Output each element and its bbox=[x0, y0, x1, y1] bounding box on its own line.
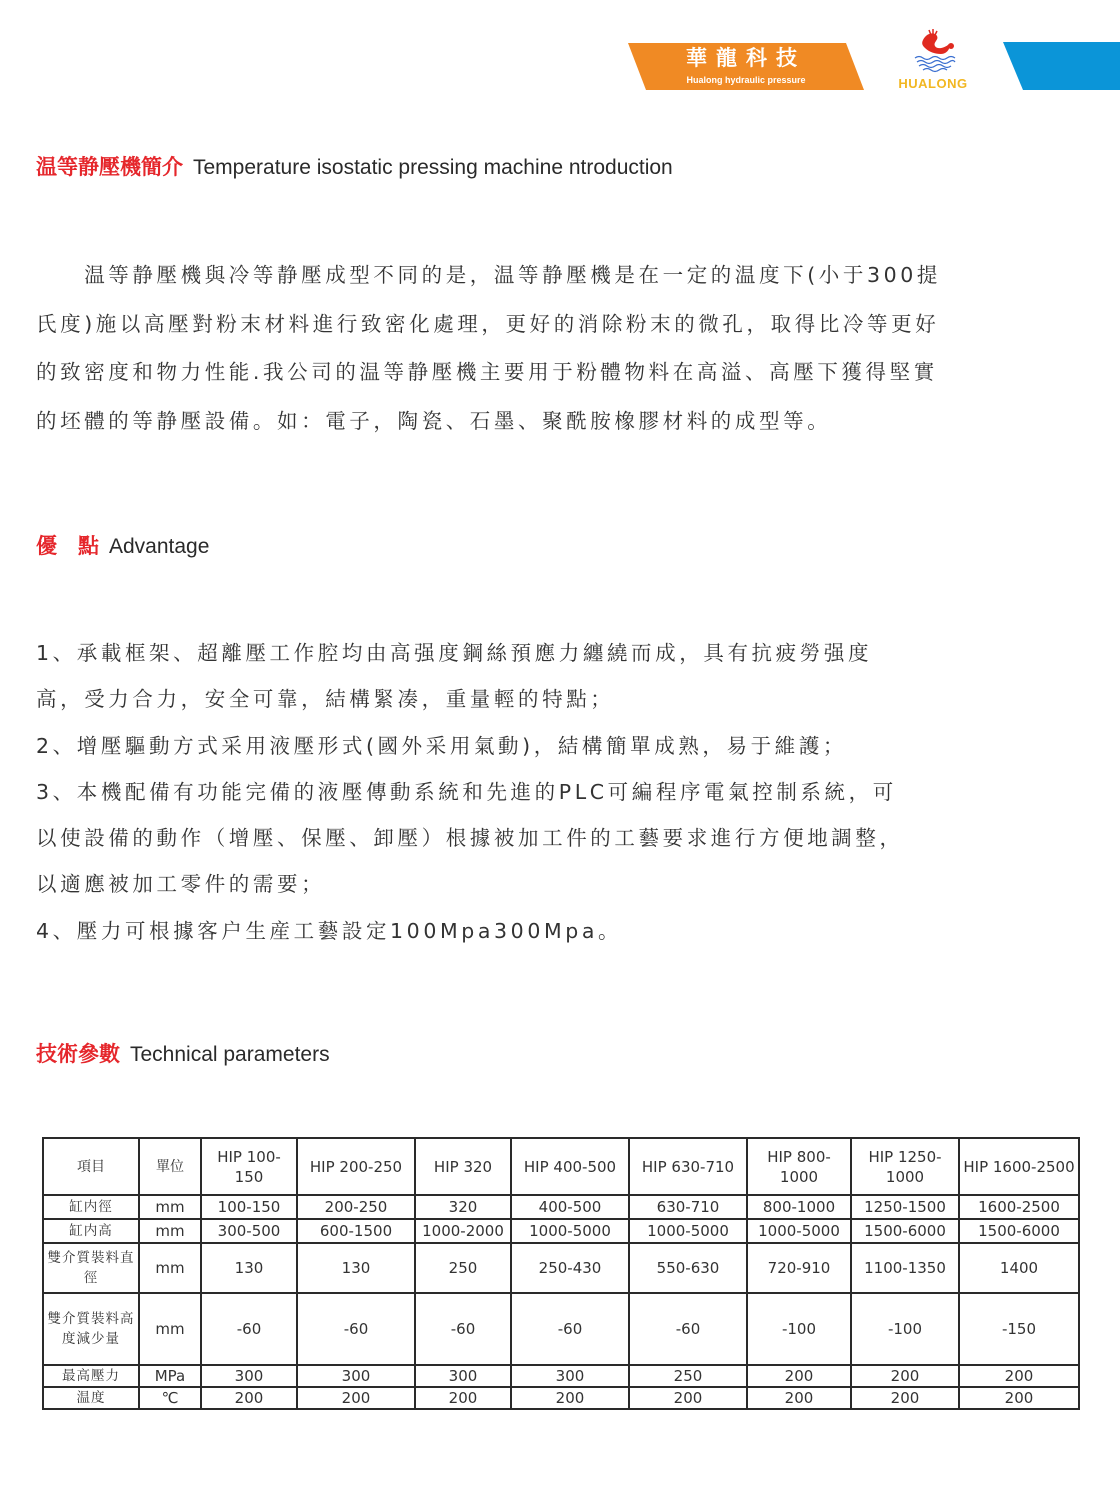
table-row bbox=[43, 1243, 1079, 1293]
intro-title-cn: 温等静壓機簡介 bbox=[36, 155, 183, 179]
row-label-cell: 温度 bbox=[43, 1387, 139, 1409]
value-cell: 200 bbox=[747, 1387, 851, 1409]
unit-cell: MPa bbox=[139, 1365, 201, 1387]
value-cell: 200 bbox=[747, 1365, 851, 1387]
value-cell: 200 bbox=[959, 1365, 1079, 1387]
value-cell: 1000-5000 bbox=[747, 1219, 851, 1243]
value-cell: 1600-2500 bbox=[959, 1195, 1079, 1219]
brand-name-en: Hualong hydraulic pressure bbox=[686, 75, 806, 85]
intro-heading bbox=[36, 153, 673, 182]
value-cell: 800-1000 bbox=[747, 1195, 851, 1219]
value-cell: 100-150 bbox=[201, 1195, 297, 1219]
table-body bbox=[43, 1195, 1079, 1409]
advantage-line: 1、承載框架、超離壓工作腔均由高强度鋼絲預應力纏繞而成，具有抗疲勞强度 bbox=[36, 641, 873, 665]
advantage-line: 3、本機配備有功能完備的液壓傳動系統和先進的PLC可編程序電氣控制系統，可 bbox=[36, 779, 897, 804]
header-cell: HIP 400-500 bbox=[511, 1138, 629, 1195]
advantage-line: 以使設備的動作（增壓、保壓、卸壓）根據被加工件的工藝要求進行方便地調整， bbox=[36, 826, 904, 851]
value-cell: 1400 bbox=[959, 1243, 1079, 1293]
dragon-logo-icon bbox=[893, 26, 973, 74]
value-cell: 200 bbox=[201, 1387, 297, 1409]
value-cell: 1100-1350 bbox=[851, 1243, 959, 1293]
params-heading bbox=[36, 1040, 330, 1069]
hualong-logo bbox=[893, 26, 973, 96]
logo-text: HUALONG bbox=[898, 76, 968, 91]
value-cell: 200-250 bbox=[297, 1195, 415, 1219]
value-cell: -100 bbox=[747, 1293, 851, 1365]
table-header-row bbox=[43, 1138, 1079, 1195]
row-label-cell: 缸内高 bbox=[43, 1219, 139, 1243]
header-cell: 單位 bbox=[139, 1138, 201, 1195]
row-label-cell: 最高壓力 bbox=[43, 1365, 139, 1387]
technical-parameters-table bbox=[42, 1137, 1080, 1410]
advantage-title-en: Advantage bbox=[109, 535, 210, 558]
value-cell: 400-500 bbox=[511, 1195, 629, 1219]
blue-banner-shape bbox=[1003, 42, 1120, 90]
advantage-list bbox=[36, 630, 1096, 954]
value-cell: -150 bbox=[959, 1293, 1079, 1365]
intro-line: 氏度)施以高壓對粉末材料進行致密化處理，更好的消除粉末的微孔，取得比冷等更好 bbox=[36, 311, 940, 336]
value-cell: 300 bbox=[511, 1365, 629, 1387]
table-row bbox=[43, 1387, 1079, 1409]
intro-line: 温等静壓機與冷等静壓成型不同的是，温等静壓機是在一定的温度下(小于300提 bbox=[36, 263, 942, 287]
unit-cell: mm bbox=[139, 1219, 201, 1243]
unit-cell: mm bbox=[139, 1293, 201, 1365]
table-row bbox=[43, 1195, 1079, 1219]
header-cell: HIP 100-150 bbox=[201, 1138, 297, 1195]
value-cell: -60 bbox=[201, 1293, 297, 1365]
header-cell: HIP 800-1000 bbox=[747, 1138, 851, 1195]
advantage-heading bbox=[36, 532, 209, 561]
intro-line: 的致密度和物力性能.我公司的温等静壓機主要用于粉體物料在高溢、高壓下獲得堅實 bbox=[36, 360, 938, 384]
value-cell: 200 bbox=[959, 1387, 1079, 1409]
header-cell: 項目 bbox=[43, 1138, 139, 1195]
blue-banner bbox=[1003, 42, 1120, 90]
value-cell: -60 bbox=[415, 1293, 511, 1365]
value-cell: 200 bbox=[851, 1365, 959, 1387]
value-cell: 200 bbox=[629, 1387, 747, 1409]
value-cell: 200 bbox=[415, 1387, 511, 1409]
row-label-cell: 雙介質裝料直徑 bbox=[43, 1243, 139, 1293]
row-label-cell: 雙介質裝料高度減少量 bbox=[43, 1293, 139, 1365]
header-cell: HIP 320 bbox=[415, 1138, 511, 1195]
intro-paragraph bbox=[36, 251, 1096, 445]
intro-title-en: Temperature isostatic pressing machine ntroduction bbox=[193, 156, 673, 179]
value-cell: 200 bbox=[511, 1387, 629, 1409]
value-cell: 300 bbox=[297, 1365, 415, 1387]
intro-line: 的坯體的等静壓設備。如：電子，陶瓷、石墨、聚酰胺橡膠材料的成型等。 bbox=[36, 408, 832, 433]
value-cell: 630-710 bbox=[629, 1195, 747, 1219]
unit-cell: ℃ bbox=[139, 1387, 201, 1409]
advantage-line: 2、增壓驅動方式采用液壓形式(國外采用氣動)，結構簡單成熟，易于維護； bbox=[36, 733, 848, 758]
params-title-cn: 技術參數 bbox=[36, 1042, 120, 1066]
advantage-line: 高，受力合力，安全可靠，結構緊凑，重量輕的特點； bbox=[36, 687, 615, 712]
advantage-line: 以適應被加工零件的需要； bbox=[36, 872, 326, 897]
value-cell: 720-910 bbox=[747, 1243, 851, 1293]
value-cell: 300-500 bbox=[201, 1219, 297, 1243]
table-row bbox=[43, 1293, 1079, 1365]
value-cell: 200 bbox=[851, 1387, 959, 1409]
header-cell: HIP 630-710 bbox=[629, 1138, 747, 1195]
value-cell: -100 bbox=[851, 1293, 959, 1365]
row-label-cell: 缸内徑 bbox=[43, 1195, 139, 1219]
header-cell: HIP 1600-2500 bbox=[959, 1138, 1079, 1195]
header-cell: HIP 200-250 bbox=[297, 1138, 415, 1195]
value-cell: 250 bbox=[415, 1243, 511, 1293]
value-cell: -60 bbox=[629, 1293, 747, 1365]
table-row bbox=[43, 1219, 1079, 1243]
header-cell: HIP 1250-1000 bbox=[851, 1138, 959, 1195]
value-cell: 300 bbox=[415, 1365, 511, 1387]
value-cell: 1000-5000 bbox=[511, 1219, 629, 1243]
value-cell: 250 bbox=[629, 1365, 747, 1387]
value-cell: -60 bbox=[511, 1293, 629, 1365]
value-cell: 320 bbox=[415, 1195, 511, 1219]
params-title-en: Technical parameters bbox=[130, 1043, 330, 1066]
value-cell: 300 bbox=[201, 1365, 297, 1387]
value-cell: 1500-6000 bbox=[959, 1219, 1079, 1243]
table-row bbox=[43, 1365, 1079, 1387]
value-cell: 1000-2000 bbox=[415, 1219, 511, 1243]
value-cell: -60 bbox=[297, 1293, 415, 1365]
brand-banner bbox=[628, 43, 864, 90]
unit-cell: mm bbox=[139, 1243, 201, 1293]
brand-name-cn: 華龍科技 bbox=[686, 46, 806, 70]
value-cell: 550-630 bbox=[629, 1243, 747, 1293]
value-cell: 200 bbox=[297, 1387, 415, 1409]
advantage-title-cn: 優 點 bbox=[36, 534, 99, 558]
value-cell: 600-1500 bbox=[297, 1219, 415, 1243]
value-cell: 1000-5000 bbox=[629, 1219, 747, 1243]
value-cell: 1500-6000 bbox=[851, 1219, 959, 1243]
value-cell: 1250-1500 bbox=[851, 1195, 959, 1219]
advantage-line: 4、壓力可根據客户生産工藝設定100Mpa300Mpa。 bbox=[36, 918, 623, 943]
unit-cell: mm bbox=[139, 1195, 201, 1219]
value-cell: 250-430 bbox=[511, 1243, 629, 1293]
value-cell: 130 bbox=[297, 1243, 415, 1293]
value-cell: 130 bbox=[201, 1243, 297, 1293]
